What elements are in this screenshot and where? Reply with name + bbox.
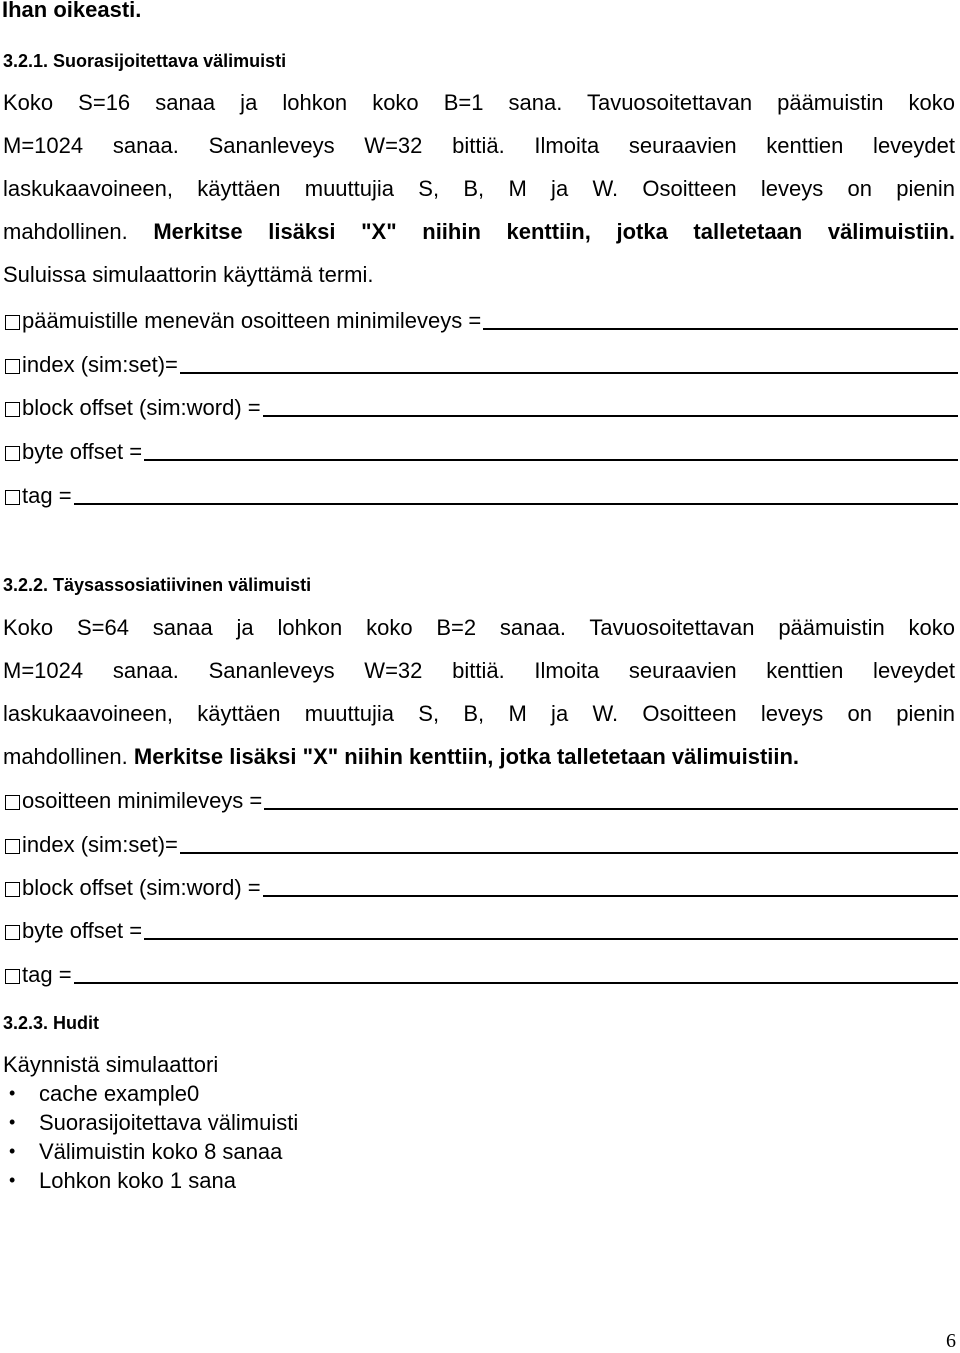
bullet-icon: • [9, 1112, 16, 1132]
answer-field-index[interactable] [3, 348, 958, 378]
instruction-text: Merkitse lisäksi "X" niihin kenttiin, jotka talletetaan välimuistiin. [153, 219, 955, 244]
field-label: osoitteen minimileveys = [22, 788, 263, 813]
checkbox-icon[interactable] [5, 315, 20, 330]
answer-field-block-offset[interactable] [3, 391, 958, 421]
instruction-text: Merkitse lisäksi "X" niihin kenttiin, jotka talletetaan välimuistiin. [133, 744, 800, 769]
answer-field-byte-offset[interactable] [3, 914, 958, 944]
paragraph-text: mahdollinen. [3, 219, 128, 244]
answer-line[interactable] [180, 372, 958, 374]
answer-line[interactable] [263, 415, 958, 417]
field-label: byte offset = [22, 918, 143, 943]
instruction-list [3, 1051, 298, 1195]
paragraph-line: laskukaavoineen, käyttäen muuttujia S, B, M ja W. Osoitteen leveys on pienin [3, 176, 955, 201]
list-item [3, 1108, 298, 1137]
page-number: 6 [946, 1330, 956, 1352]
answer-field-address-width[interactable] [3, 304, 958, 334]
field-label: block offset (sim:word) = [22, 875, 261, 900]
field-label: block offset (sim:word) = [22, 395, 261, 420]
list-item-text: Suorasijoitettava välimuisti [39, 1110, 299, 1135]
paragraph-line: M=1024 sanaa. Sananleveys W=32 bittiä. Ilmoita seuraavien kenttien leveydet [3, 658, 955, 683]
answer-line[interactable] [74, 503, 958, 505]
checkbox-icon[interactable] [5, 402, 20, 417]
answer-field-block-offset[interactable] [3, 871, 958, 901]
list-item [3, 1166, 298, 1195]
paragraph-line: Koko S=64 sanaa ja lohkon koko B=2 sanaa. Tavuosoitettavan päämuistin koko [3, 615, 955, 640]
section-3-2-1-paragraph [3, 81, 955, 296]
bullet-icon: • [9, 1141, 16, 1161]
answer-line[interactable] [74, 982, 958, 984]
checkbox-icon[interactable] [5, 446, 20, 461]
answer-line[interactable] [483, 328, 958, 330]
checkbox-icon[interactable] [5, 925, 20, 940]
list-item-text: cache example0 [39, 1081, 200, 1106]
paragraph-line: Koko S=16 sanaa ja lohkon koko B=1 sana. Tavuosoitettavan päämuistin koko [3, 90, 955, 115]
checkbox-icon[interactable] [5, 359, 20, 374]
field-label: tag = [22, 962, 72, 987]
paragraph-line: laskukaavoineen, käyttäen muuttujia S, B, M ja W. Osoitteen leveys on pienin [3, 701, 955, 726]
answer-line[interactable] [263, 895, 958, 897]
paragraph-line [3, 735, 955, 778]
field-label: index (sim:set)= [22, 352, 178, 377]
answer-field-tag[interactable] [3, 479, 958, 509]
list-title: Käynnistä simulaattori [3, 1052, 219, 1077]
list-item [3, 1079, 298, 1108]
paragraph-line [3, 210, 955, 253]
answer-line[interactable] [144, 459, 958, 461]
section-heading-3-2-2: 3.2.2. Täysassosiatiivinen välimuisti [3, 575, 312, 595]
bullet-icon: • [9, 1083, 16, 1103]
field-label: tag = [22, 483, 72, 508]
field-label: index (sim:set)= [22, 832, 178, 857]
section-heading-3-2-1: 3.2.1. Suorasijoitettava välimuisti [3, 51, 287, 71]
answer-field-address-width[interactable] [3, 784, 958, 814]
field-label: päämuistille menevän osoitteen minimileveys = [22, 308, 482, 333]
section-3-2-2-paragraph [3, 606, 955, 778]
checkbox-icon[interactable] [5, 490, 20, 505]
answer-line[interactable] [264, 808, 958, 810]
intro-text: Ihan oikeasti. [2, 0, 142, 22]
section-heading-3-2-3: 3.2.3. Hudit [3, 1013, 100, 1033]
field-label: byte offset = [22, 439, 143, 464]
paragraph-text: mahdollinen. [3, 744, 128, 769]
paragraph-line: M=1024 sanaa. Sananleveys W=32 bittiä. Ilmoita seuraavien kenttien leveydet [3, 133, 955, 158]
list-item [3, 1137, 298, 1166]
checkbox-icon[interactable] [5, 969, 20, 984]
checkbox-icon[interactable] [5, 882, 20, 897]
answer-field-index[interactable] [3, 828, 958, 858]
checkbox-icon[interactable] [5, 795, 20, 810]
answer-line[interactable] [144, 938, 958, 940]
checkbox-icon[interactable] [5, 839, 20, 854]
answer-field-byte-offset[interactable] [3, 435, 958, 465]
list-item-text: Lohkon koko 1 sana [39, 1168, 236, 1193]
paragraph-line: Suluissa simulaattorin käyttämä termi. [3, 262, 374, 287]
answer-field-tag[interactable] [3, 958, 958, 988]
answer-line[interactable] [180, 852, 958, 854]
list-item-text: Välimuistin koko 8 sanaa [39, 1139, 283, 1164]
bullet-icon: • [9, 1170, 16, 1190]
